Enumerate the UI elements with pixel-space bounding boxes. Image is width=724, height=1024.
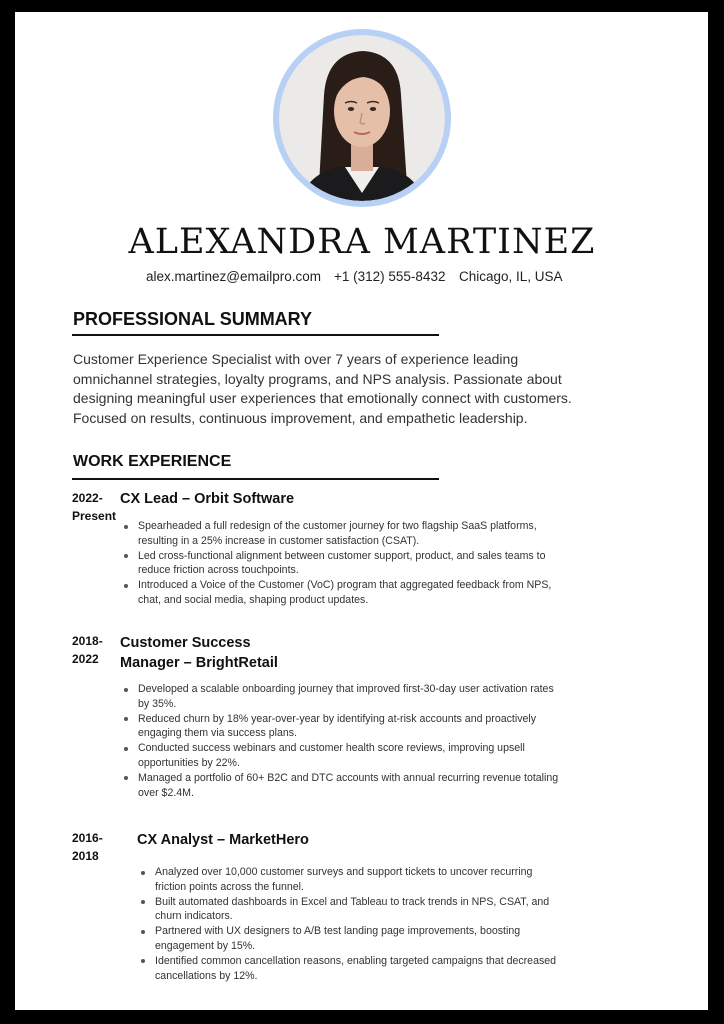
job-years: [72, 489, 117, 525]
job-years-start: 2018-: [72, 634, 103, 648]
job-bullet: Led cross-functional alignment between customer support, product, and sales teams to reduce friction across touchpoints.: [120, 549, 560, 579]
job-years-start: 2016-: [72, 831, 103, 845]
job-title: CX Analyst – MarketHero: [137, 832, 309, 848]
candidate-name: ALEXANDRA MARTINEZ: [128, 222, 596, 262]
summary-divider: [72, 334, 439, 336]
job-bullet: Conducted success webinars and customer health score reviews, improving upsell opportunities by 22%.: [120, 741, 566, 771]
profile-photo: [279, 35, 445, 201]
job-years-start: 2022-: [72, 491, 103, 505]
job-title: CX Lead – Orbit Software: [120, 491, 295, 507]
job-bullet: Partnered with UX designers to A/B test landing page improvements, boosting engagement by 15%.: [137, 924, 557, 954]
job-title-line: Manager – BrightRetail: [120, 655, 278, 671]
job-years: [72, 632, 117, 668]
job-years-end: Present: [72, 509, 117, 523]
job-bullet: Managed a portfolio of 60+ B2C and DTC accounts with annual recurring revenue totaling over $2.4M.: [120, 771, 566, 801]
job-bullet: Introduced a Voice of the Customer (VoC) program that aggregated feedback from NPS, chat, and social media, shaping product updates.: [120, 578, 560, 608]
job-years-end: 2018: [72, 849, 99, 863]
contact-location: Chicago, IL, USA: [459, 269, 563, 284]
summary-heading: PROFESSIONAL SUMMARY: [73, 309, 313, 329]
job-bullet: Spearheaded a full redesign of the customer journey for two flagship SaaS platforms, resulting in a 25% increase in customer satisfaction (CSAT).: [120, 519, 560, 549]
job-years: [72, 829, 117, 865]
contact-email[interactable]: alex.martinez@emailpro.com: [146, 269, 322, 284]
profile-photo-frame: [273, 29, 451, 207]
contact-phone[interactable]: +1 (312) 555-8432: [334, 269, 446, 284]
job-bullet: Identified common cancellation reasons, enabling targeted campaigns that decreased cancellations by 12%.: [137, 954, 557, 984]
job-bullet: Built automated dashboards in Excel and Tableau to track trends in NPS, CSAT, and churn indicators.: [137, 895, 557, 925]
job-bullets: [137, 865, 557, 983]
job-bullets: [120, 682, 566, 800]
job-title: [120, 633, 278, 673]
experience-divider: [72, 478, 439, 480]
job-years-end: 2022: [72, 652, 99, 666]
job-bullet: Analyzed over 10,000 customer surveys and support tickets to uncover recurring friction points across the funnel.: [137, 865, 557, 895]
experience-heading: WORK EXPERIENCE: [73, 453, 232, 470]
job-bullet: Developed a scalable onboarding journey that improved first-30-day user activation rates by 35%.: [120, 682, 566, 712]
summary-text: Customer Experience Specialist with over 7 years of experience leading omnichannel strategies, loyalty programs, and NPS analysis. Passionate about designing meaningful user experiences that emotionally connect with customers. Focused on results, continuous improvement, and empathetic leadership.: [73, 351, 572, 426]
job-title-line: Customer Success: [120, 635, 251, 651]
job-bullet: Reduced churn by 18% year-over-year by identifying at-risk accounts and proactively engaging them via success plans.: [120, 712, 566, 742]
job-bullets: [120, 519, 560, 608]
